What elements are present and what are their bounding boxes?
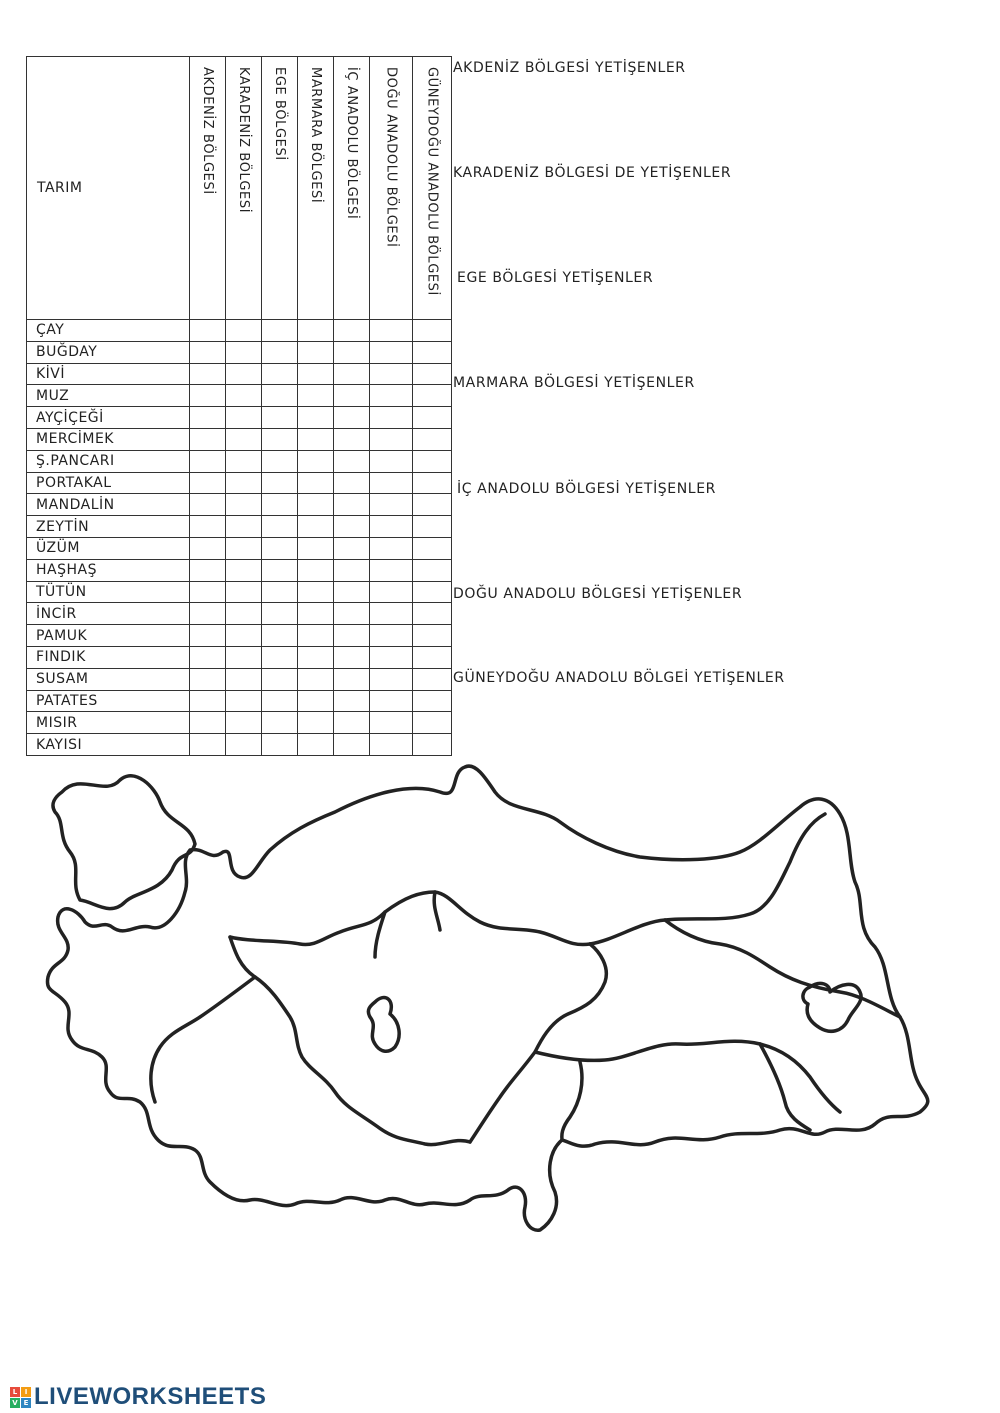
checkbox-cell[interactable] (413, 450, 452, 472)
checkbox-cell[interactable] (370, 428, 413, 450)
heading-ic-anadolu: İÇ ANADOLU BÖLGESİ YETİŞENLER (457, 481, 716, 497)
column-header-dogu-anadolu (370, 57, 413, 320)
crop-name: PATATES (27, 690, 190, 712)
checkbox-cell[interactable] (334, 559, 370, 581)
table-row (27, 450, 452, 472)
checkbox-cell[interactable] (298, 537, 334, 559)
checkbox-cell[interactable] (226, 450, 262, 472)
crop-name: MERCİMEK (27, 428, 190, 450)
column-header-akdeniz (190, 57, 226, 320)
checkbox-cell[interactable] (262, 712, 298, 734)
column-header-marmara (298, 57, 334, 320)
checkbox-cell[interactable] (370, 690, 413, 712)
checkbox-cell[interactable] (262, 320, 298, 342)
checkbox-cell[interactable] (226, 559, 262, 581)
crop-region-table (26, 56, 452, 756)
crop-name: KİVİ (27, 363, 190, 385)
column-header-karadeniz (226, 57, 262, 320)
checkbox-cell[interactable] (334, 690, 370, 712)
map-border-marmara-karadeniz (230, 892, 590, 945)
map-border-ic-anadolu-west (230, 937, 470, 1145)
checkbox-cell[interactable] (262, 341, 298, 363)
checkbox-cell[interactable] (298, 494, 334, 516)
crop-name: MISIR (27, 712, 190, 734)
region-label: AKDENİZ BÖLGESİ (200, 67, 215, 195)
crop-name: BUĞDAY (27, 341, 190, 363)
checkbox-cell[interactable] (413, 494, 452, 516)
region-label: KARADENİZ BÖLGESİ (236, 67, 251, 214)
checkbox-cell[interactable] (190, 537, 226, 559)
checkbox-cell[interactable] (370, 537, 413, 559)
map-anatolia-outline (47, 766, 927, 1230)
checkbox-cell[interactable] (370, 581, 413, 603)
checkbox-cell[interactable] (370, 559, 413, 581)
checkbox-cell[interactable] (262, 603, 298, 625)
checkbox-cell[interactable] (262, 537, 298, 559)
checkbox-cell[interactable] (334, 603, 370, 625)
crop-name: ÜZÜM (27, 537, 190, 559)
checkbox-cell[interactable] (226, 494, 262, 516)
crop-name: HAŞHAŞ (27, 559, 190, 581)
checkbox-cell[interactable] (370, 494, 413, 516)
checkbox-cell[interactable] (370, 668, 413, 690)
checkbox-cell[interactable] (370, 385, 413, 407)
checkbox-cell[interactable] (298, 472, 334, 494)
checkbox-cell[interactable] (413, 428, 452, 450)
checkbox-cell[interactable] (226, 690, 262, 712)
region-label: İÇ ANADOLU BÖLGESİ (344, 67, 359, 220)
checkbox-cell[interactable] (262, 363, 298, 385)
crop-name: PORTAKAL (27, 472, 190, 494)
crop-name: SUSAM (27, 668, 190, 690)
checkbox-cell[interactable] (262, 559, 298, 581)
checkbox-cell[interactable] (334, 341, 370, 363)
checkbox-cell[interactable] (298, 341, 334, 363)
checkbox-cell[interactable] (370, 712, 413, 734)
checkbox-cell[interactable] (226, 428, 262, 450)
checkbox-cell[interactable] (298, 668, 334, 690)
checkbox-cell[interactable] (370, 516, 413, 538)
checkbox-cell[interactable] (413, 516, 452, 538)
table-row (27, 559, 452, 581)
checkbox-cell[interactable] (226, 537, 262, 559)
checkbox-cell[interactable] (334, 581, 370, 603)
checkbox-cell[interactable] (190, 625, 226, 647)
checkbox-cell[interactable] (298, 690, 334, 712)
crop-name: KAYISI (27, 734, 190, 756)
table-row (27, 363, 452, 385)
checkbox-cell[interactable] (226, 603, 262, 625)
checkbox-cell[interactable] (262, 450, 298, 472)
map-lake-van (803, 983, 861, 1031)
region-label: GÜNEYDOĞU ANADOLU BÖLGESİ (424, 67, 440, 296)
crop-name: MUZ (27, 385, 190, 407)
checkbox-cell[interactable] (190, 603, 226, 625)
checkbox-cell[interactable] (298, 625, 334, 647)
crop-name: AYÇİÇEĞİ (27, 407, 190, 429)
checkbox-cell[interactable] (334, 668, 370, 690)
checkbox-cell[interactable] (370, 320, 413, 342)
crop-name: MANDALİN (27, 494, 190, 516)
checkbox-cell[interactable] (190, 690, 226, 712)
liveworksheets-logo (10, 1382, 266, 1412)
checkbox-cell[interactable] (190, 516, 226, 538)
checkbox-cell[interactable] (370, 603, 413, 625)
checkbox-cell[interactable] (334, 494, 370, 516)
logo-wordmark: LIVEWORKSHEETS (34, 1383, 267, 1410)
checkbox-cell[interactable] (413, 472, 452, 494)
checkbox-cell[interactable] (334, 472, 370, 494)
checkbox-cell[interactable] (190, 581, 226, 603)
checkbox-cell[interactable] (370, 625, 413, 647)
checkbox-cell[interactable] (334, 450, 370, 472)
checkbox-cell[interactable] (190, 320, 226, 342)
checkbox-cell[interactable] (298, 450, 334, 472)
checkbox-cell[interactable] (262, 690, 298, 712)
map-border-karadeniz-interior (590, 814, 825, 944)
checkbox-cell[interactable] (190, 646, 226, 668)
checkbox-cell[interactable] (226, 712, 262, 734)
checkbox-cell[interactable] (226, 646, 262, 668)
checkbox-cell[interactable] (298, 385, 334, 407)
checkbox-cell[interactable] (413, 537, 452, 559)
checkbox-cell[interactable] (298, 320, 334, 342)
checkbox-cell[interactable] (298, 581, 334, 603)
checkbox-cell[interactable] (413, 690, 452, 712)
checkbox-cell[interactable] (413, 712, 452, 734)
checkbox-cell[interactable] (190, 363, 226, 385)
table-row (27, 712, 452, 734)
checkbox-cell[interactable] (413, 320, 452, 342)
checkbox-cell[interactable] (334, 385, 370, 407)
checkbox-cell[interactable] (262, 385, 298, 407)
region-label: DOĞU ANADOLU BÖLGESİ (383, 67, 399, 248)
checkbox-cell[interactable] (334, 516, 370, 538)
checkbox-cell[interactable] (298, 603, 334, 625)
checkbox-cell[interactable] (413, 581, 452, 603)
checkbox-cell[interactable] (413, 603, 452, 625)
table-row (27, 603, 452, 625)
table-row (27, 537, 452, 559)
checkbox-cell[interactable] (413, 646, 452, 668)
column-header-ic-anadolu (334, 57, 370, 320)
logo-blocks-icon: L I V E (10, 1387, 31, 1408)
checkbox-cell[interactable] (226, 341, 262, 363)
checkbox-cell[interactable] (370, 407, 413, 429)
checkbox-cell[interactable] (226, 516, 262, 538)
checkbox-cell[interactable] (226, 385, 262, 407)
table-body (27, 320, 452, 756)
checkbox-cell[interactable] (413, 363, 452, 385)
checkbox-cell[interactable] (226, 363, 262, 385)
checkbox-cell[interactable] (190, 407, 226, 429)
table-row (27, 385, 452, 407)
checkbox-cell[interactable] (413, 341, 452, 363)
checkbox-cell[interactable] (262, 625, 298, 647)
column-header-ege (262, 57, 298, 320)
map-border-guneydogu (562, 1044, 810, 1140)
heading-guneydogu-anadolu: GÜNEYDOĞU ANADOLU BÖLGEİ YETİŞENLER (453, 670, 785, 686)
map-lake-tuz (368, 998, 399, 1052)
column-header-guneydogu-anadolu (413, 57, 452, 320)
checkbox-cell[interactable] (262, 516, 298, 538)
table-row (27, 341, 452, 363)
checkbox-cell[interactable] (190, 385, 226, 407)
checkbox-cell[interactable] (370, 363, 413, 385)
checkbox-cell[interactable] (334, 363, 370, 385)
checkbox-cell[interactable] (334, 320, 370, 342)
checkbox-cell[interactable] (226, 581, 262, 603)
checkbox-cell[interactable] (370, 472, 413, 494)
heading-karadeniz: KARADENİZ BÖLGESİ DE YETİŞENLER (453, 165, 732, 181)
crop-name: ZEYTİN (27, 516, 190, 538)
checkbox-cell[interactable] (190, 450, 226, 472)
table-row (27, 625, 452, 647)
heading-dogu-anadolu: DOĞU ANADOLU BÖLGESİ YETİŞENLER (453, 586, 743, 602)
checkbox-cell[interactable] (226, 407, 262, 429)
checkbox-cell[interactable] (413, 668, 452, 690)
checkbox-cell[interactable] (262, 472, 298, 494)
table-corner-label: TARIM (27, 57, 190, 320)
checkbox-cell[interactable] (413, 625, 452, 647)
checkbox-cell[interactable] (262, 407, 298, 429)
table-row (27, 428, 452, 450)
checkbox-cell[interactable] (334, 407, 370, 429)
checkbox-cell[interactable] (298, 712, 334, 734)
checkbox-cell[interactable] (298, 428, 334, 450)
checkbox-cell[interactable] (262, 668, 298, 690)
checkbox-cell[interactable] (262, 494, 298, 516)
checkbox-cell[interactable] (298, 516, 334, 538)
table-header-row (27, 57, 452, 320)
table-row (27, 516, 452, 538)
checkbox-cell[interactable] (190, 494, 226, 516)
checkbox-cell[interactable] (262, 646, 298, 668)
table-row (27, 407, 452, 429)
checkbox-cell[interactable] (334, 712, 370, 734)
crop-name: Ş.PANCARI (27, 450, 190, 472)
table-row (27, 320, 452, 342)
checkbox-cell[interactable] (262, 428, 298, 450)
checkbox-cell[interactable] (370, 646, 413, 668)
checkbox-cell[interactable] (298, 559, 334, 581)
crop-name: PAMUK (27, 625, 190, 647)
checkbox-cell[interactable] (413, 559, 452, 581)
crop-name: FINDIK (27, 646, 190, 668)
checkbox-cell[interactable] (226, 320, 262, 342)
heading-marmara: MARMARA BÖLGESİ YETİŞENLER (453, 375, 695, 391)
checkbox-cell[interactable] (190, 559, 226, 581)
checkbox-cell[interactable] (370, 450, 413, 472)
checkbox-cell[interactable] (413, 385, 452, 407)
checkbox-cell[interactable] (190, 712, 226, 734)
crop-name: ÇAY (27, 320, 190, 342)
turkey-regions-map (40, 752, 970, 1252)
checkbox-cell[interactable] (298, 407, 334, 429)
checkbox-cell[interactable] (226, 668, 262, 690)
checkbox-cell[interactable] (334, 428, 370, 450)
checkbox-cell[interactable] (413, 407, 452, 429)
table-row (27, 581, 452, 603)
table-row (27, 668, 452, 690)
crop-name: TÜTÜN (27, 581, 190, 603)
table-row (27, 494, 452, 516)
map-border-ege-akdeniz (151, 977, 255, 1102)
checkbox-cell[interactable] (298, 363, 334, 385)
checkbox-cell[interactable] (262, 581, 298, 603)
checkbox-cell[interactable] (190, 341, 226, 363)
map-thrace-outline (53, 776, 195, 909)
checkbox-cell[interactable] (298, 646, 334, 668)
heading-ege: EGE BÖLGESİ YETİŞENLER (457, 270, 654, 286)
checkbox-cell[interactable] (190, 428, 226, 450)
checkbox-cell[interactable] (334, 646, 370, 668)
region-label: MARMARA BÖLGESİ (308, 67, 323, 204)
crop-name: İNCİR (27, 603, 190, 625)
checkbox-cell[interactable] (370, 341, 413, 363)
heading-akdeniz: AKDENİZ BÖLGESİ YETİŞENLER (453, 60, 686, 76)
region-label: EGE BÖLGESİ (272, 67, 287, 161)
checkbox-cell[interactable] (190, 668, 226, 690)
checkbox-cell[interactable] (334, 625, 370, 647)
map-border-ic-anadolu-east (375, 892, 606, 1142)
checkbox-cell[interactable] (190, 472, 226, 494)
checkbox-cell[interactable] (226, 472, 262, 494)
table-row (27, 646, 452, 668)
table-row (27, 472, 452, 494)
checkbox-cell[interactable] (226, 625, 262, 647)
checkbox-cell[interactable] (334, 537, 370, 559)
table-row (27, 690, 452, 712)
